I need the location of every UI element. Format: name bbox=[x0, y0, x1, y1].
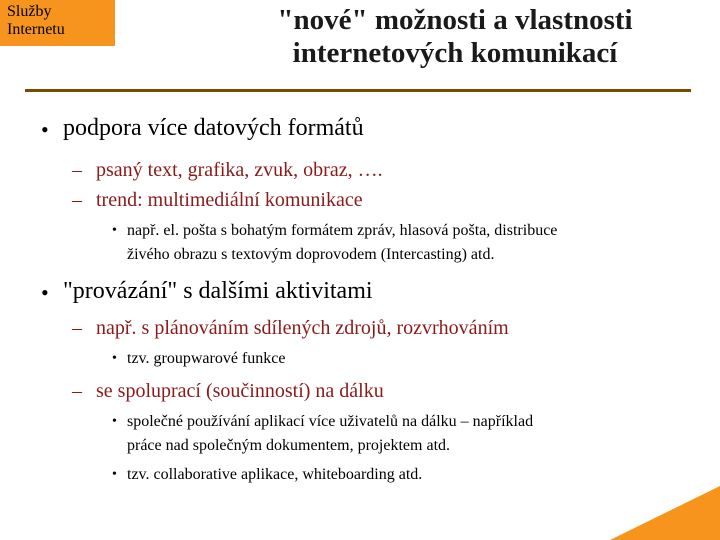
bullet-text: práce nad společným dokumentem, projektem atd. bbox=[127, 437, 451, 454]
bullet-text: se spoluprací (součinností) na dálku bbox=[96, 380, 384, 402]
bullet-item bbox=[72, 380, 384, 403]
bullet-text: trend: multimediální komunikace bbox=[96, 189, 363, 211]
bullet-marker: – bbox=[72, 159, 82, 181]
bullet-text: živého obrazu s textovým doprovodem (Intercasting) atd. bbox=[127, 246, 495, 263]
bullet-marker: • bbox=[41, 280, 49, 305]
bullet-item bbox=[72, 159, 383, 182]
bullet-marker: – bbox=[72, 189, 82, 211]
bullet-item bbox=[112, 350, 286, 368]
badge-line-2: Internetu bbox=[7, 21, 65, 38]
bullet-item bbox=[127, 246, 494, 264]
bullet-text: tzv. groupwarové funkce bbox=[127, 350, 286, 367]
bullet-text: podpora více datových formátů bbox=[63, 115, 364, 141]
bullet-item bbox=[127, 437, 450, 455]
bullet-marker: • bbox=[112, 467, 117, 482]
bullet-text: společné používání aplikací více uživatelů na dálku – například bbox=[127, 413, 534, 430]
bullet-text: např. s plánováním sdílených zdrojů, rozvrhováním bbox=[96, 317, 509, 339]
section-badge bbox=[0, 0, 115, 46]
bullet-text: např. el. pošta s bohatým formátem zpráv, hlasová pošta, distribuce bbox=[127, 222, 558, 239]
corner-decoration bbox=[610, 486, 720, 540]
bullet-text: tzv. collaborative aplikace, whiteboarding atd. bbox=[127, 466, 423, 483]
bullet-item bbox=[72, 189, 363, 212]
bullet-item bbox=[41, 115, 364, 142]
bullet-marker: • bbox=[112, 414, 117, 429]
title-line-2: internetových komunikací bbox=[292, 37, 618, 69]
bullet-marker: – bbox=[72, 380, 82, 402]
bullet-marker: • bbox=[112, 223, 117, 238]
slide-title bbox=[215, 4, 695, 70]
badge-line-1: Služby bbox=[7, 3, 52, 20]
bullet-marker: – bbox=[72, 317, 82, 339]
bullet-marker: • bbox=[41, 117, 49, 142]
bullet-item bbox=[112, 413, 534, 431]
bullet-text: psaný text, grafika, zvuk, obraz, …. bbox=[96, 159, 383, 181]
bullet-item bbox=[41, 278, 373, 305]
bullet-item bbox=[112, 222, 558, 240]
title-line-1: "nové" možnosti a vlastnosti bbox=[277, 4, 633, 36]
bullet-item bbox=[72, 317, 509, 340]
bullet-marker: • bbox=[112, 351, 117, 366]
bullet-item bbox=[112, 466, 423, 484]
bullet-text: "provázání" s dalšími aktivitami bbox=[63, 278, 373, 304]
title-divider bbox=[25, 89, 691, 92]
